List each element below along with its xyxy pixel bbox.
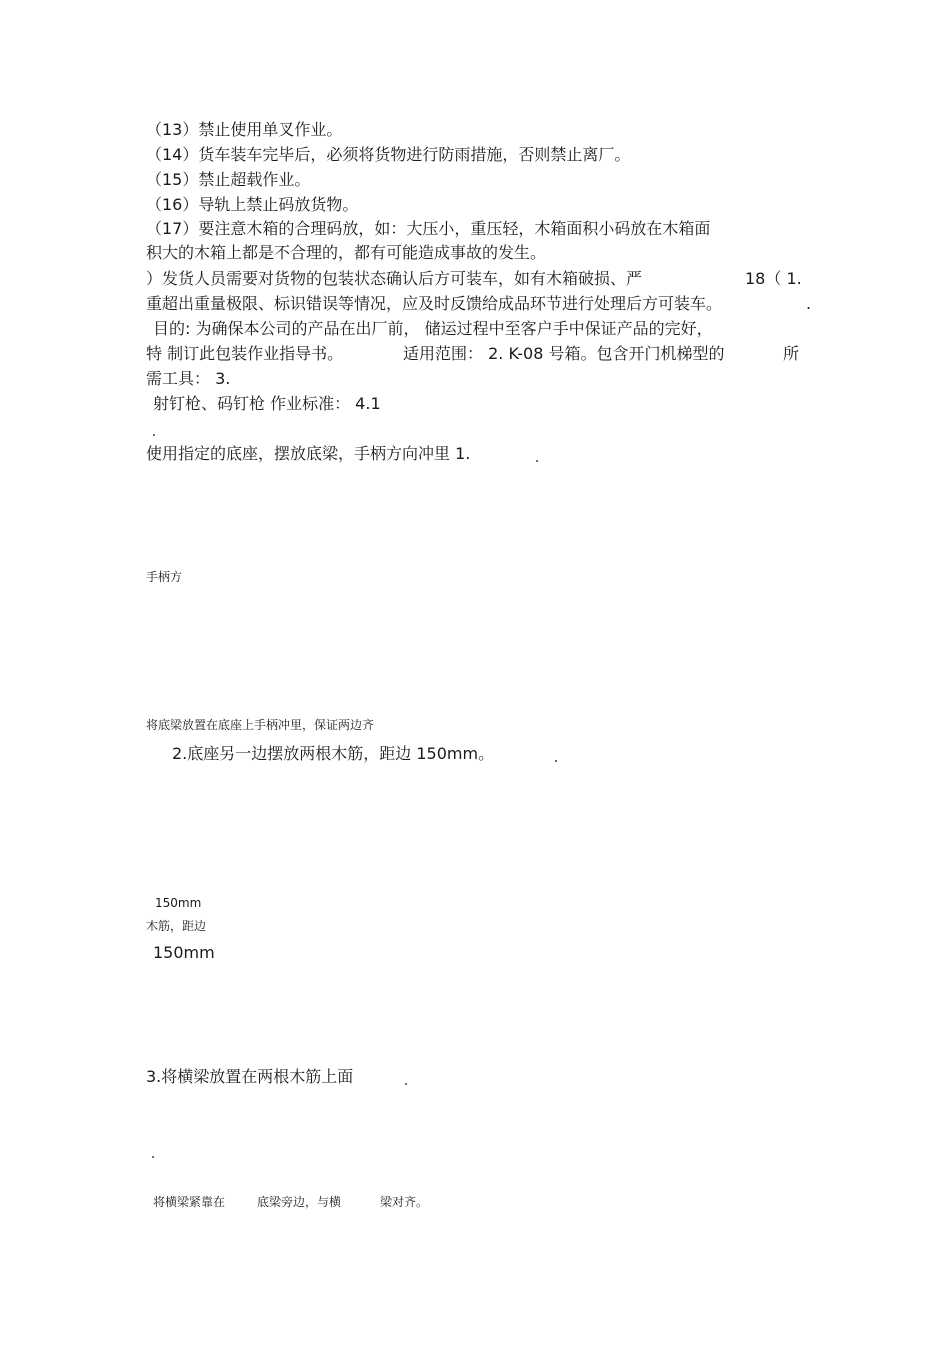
speck-mark bbox=[405, 1083, 407, 1085]
step-2-title: 2.底座另一边摆放两根木筋，距边 150mm。 bbox=[172, 744, 495, 763]
rule-18-line2: 重超出重量极限、标识错误等情况，应及时反馈给成品环节进行处理后方可装车。 bbox=[146, 294, 723, 313]
step-3-note-part1: 将横梁紧靠在 bbox=[153, 1195, 226, 1209]
step-3-title: 3.将横梁放置在两根木筋上面 bbox=[146, 1067, 354, 1086]
purpose-text: 目的: 为确保本公司的产品在出厂前， 储运过程中至客户手中保证产品的完好， bbox=[153, 319, 713, 338]
speck-mark bbox=[536, 460, 538, 462]
tools-heading: 需工具： 3. bbox=[146, 369, 231, 388]
step-1-title: 使用指定的底座，摆放底梁，手柄方向冲里 1. bbox=[146, 444, 471, 463]
step-3-note-part3: 梁对齐。 bbox=[380, 1195, 429, 1209]
rule-17-line1: （17）要注意木箱的合理码放，如：大压小，重压轻，木箱面积小码放在木箱面 bbox=[146, 219, 711, 238]
rule-18-line1: ）发货人员需要对货物的包装状态确认后方可装车，如有木箱破损、严 bbox=[146, 269, 643, 288]
step-1-note: 将底梁放置在底座上手柄冲里，保证两边齐 bbox=[146, 718, 375, 732]
rule-15: （15）禁止超载作业。 bbox=[146, 170, 311, 189]
rule-18-number: 18（ 1. bbox=[745, 269, 802, 288]
step-2-caption: 木筋，距边 bbox=[146, 919, 207, 933]
speck-mark bbox=[555, 760, 557, 762]
step-3-note-part2: 底梁旁边，与横 bbox=[257, 1195, 342, 1209]
speck-mark bbox=[153, 434, 155, 436]
rule-17-line2: 积大的木箱上都是不合理的，都有可能造成事故的发生。 bbox=[146, 243, 547, 262]
special-text: 特 制订此包装作业指导书。 bbox=[146, 344, 344, 363]
rule-16: （16）导轨上禁止码放货物。 bbox=[146, 195, 359, 214]
rule-18-dot: . bbox=[806, 294, 812, 313]
tools-list: 射钉枪、码钉枪 作业标准： 4.1 bbox=[153, 394, 381, 413]
scope-text: 适用范围： 2. K-08 号箱。包含开门机梯型的 bbox=[403, 344, 725, 363]
speck-mark bbox=[152, 1156, 154, 1158]
rule-14: （14）货车装车完毕后，必须将货物进行防雨措施，否则禁止离厂。 bbox=[146, 145, 631, 164]
scope-suo: 所 bbox=[783, 344, 800, 363]
step-2-dimension-large: 150mm bbox=[153, 943, 215, 962]
step-2-dimension: 150mm bbox=[155, 896, 202, 910]
step-1-caption: 手柄方 bbox=[146, 570, 183, 584]
rule-13: （13）禁止使用单叉作业。 bbox=[146, 120, 343, 139]
